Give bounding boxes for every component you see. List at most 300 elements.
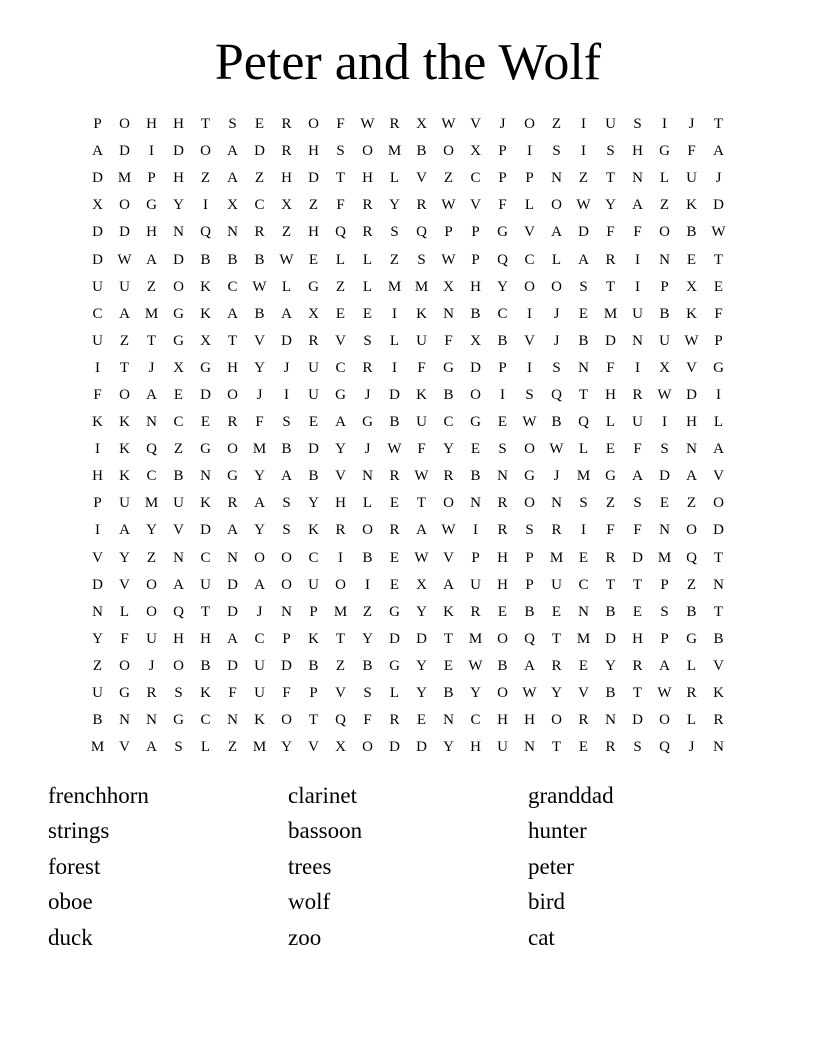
grid-letter: M bbox=[117, 170, 132, 187]
grid-letter: W bbox=[441, 116, 456, 133]
grid-letter: L bbox=[362, 495, 373, 512]
grid-letter: K bbox=[119, 468, 130, 485]
grid-letter: L bbox=[389, 332, 400, 349]
grid-letter: N bbox=[470, 495, 481, 512]
grid-letter: O bbox=[362, 739, 373, 756]
grid-letter: B bbox=[389, 414, 400, 431]
grid-letter: L bbox=[713, 414, 724, 431]
grid-letter: R bbox=[497, 522, 508, 539]
grid-letter: Y bbox=[470, 685, 481, 702]
grid-letter: Q bbox=[578, 414, 589, 431]
grid-letter: V bbox=[470, 116, 481, 133]
grid-letter: H bbox=[146, 224, 157, 241]
grid-letter: K bbox=[308, 630, 319, 647]
grid-letter: W bbox=[414, 549, 429, 566]
grid-letter: A bbox=[92, 143, 103, 160]
grid-letter: A bbox=[227, 170, 238, 187]
grid-letter: V bbox=[335, 685, 346, 702]
grid-letter: Y bbox=[254, 522, 265, 539]
grid-letter: O bbox=[551, 278, 562, 295]
grid-letter: Z bbox=[686, 495, 697, 512]
grid-letter: B bbox=[524, 603, 535, 620]
grid-letter: S bbox=[552, 359, 561, 376]
grid-letter: D bbox=[416, 630, 427, 647]
grid-letter: H bbox=[200, 630, 211, 647]
grid-letter: D bbox=[605, 332, 616, 349]
grid-letter: N bbox=[551, 170, 562, 187]
grid-letter: W bbox=[657, 685, 672, 702]
grid-letter: V bbox=[335, 468, 346, 485]
grid-letter: W bbox=[441, 197, 456, 214]
grid-letter: I bbox=[635, 359, 640, 376]
grid-letter: A bbox=[119, 305, 130, 322]
grid-letter: I bbox=[95, 441, 100, 458]
grid-letter: Y bbox=[551, 685, 562, 702]
grid-letter: C bbox=[443, 414, 454, 431]
grid-letter: M bbox=[576, 468, 591, 485]
grid-letter: Y bbox=[443, 441, 454, 458]
grid-letter: D bbox=[281, 657, 292, 674]
grid-letter: M bbox=[657, 549, 672, 566]
grid-letter: N bbox=[686, 441, 697, 458]
grid-letter: H bbox=[308, 143, 319, 160]
grid-letter: X bbox=[308, 305, 319, 322]
grid-letter: O bbox=[146, 576, 157, 593]
grid-letter: A bbox=[173, 576, 184, 593]
grid-letter: P bbox=[147, 170, 156, 187]
grid-letter: H bbox=[632, 143, 643, 160]
grid-letter: O bbox=[200, 143, 211, 160]
grid-letter: L bbox=[362, 251, 373, 268]
grid-letter: A bbox=[416, 522, 427, 539]
grid-letter: X bbox=[281, 197, 292, 214]
grid-letter: H bbox=[227, 359, 238, 376]
grid-letter: A bbox=[281, 468, 292, 485]
grid-letter: I bbox=[662, 414, 667, 431]
grid-letter: B bbox=[308, 657, 319, 674]
grid-letter: U bbox=[200, 576, 211, 593]
grid-letter: C bbox=[254, 630, 265, 647]
grid-letter: L bbox=[578, 441, 589, 458]
grid-letter: E bbox=[632, 603, 643, 620]
grid-letter: H bbox=[686, 414, 697, 431]
grid-letter: I bbox=[473, 522, 478, 539]
grid-letter: B bbox=[362, 549, 373, 566]
grid-letter: P bbox=[471, 251, 480, 268]
grid-letter: D bbox=[605, 630, 616, 647]
grid-letter: V bbox=[524, 332, 535, 349]
grid-letter: J bbox=[553, 305, 560, 322]
grid-letter: S bbox=[633, 495, 642, 512]
grid-letter: S bbox=[660, 441, 669, 458]
grid-letter: C bbox=[173, 414, 184, 431]
grid-letter: O bbox=[119, 657, 130, 674]
grid-letter: U bbox=[416, 332, 427, 349]
grid-letter: N bbox=[146, 414, 157, 431]
grid-letter: O bbox=[443, 143, 454, 160]
grid-letter: O bbox=[173, 657, 184, 674]
grid-letter: G bbox=[146, 197, 157, 214]
grid-letter: C bbox=[92, 305, 103, 322]
grid-letter: I bbox=[527, 305, 532, 322]
grid-letter: C bbox=[497, 305, 508, 322]
grid-letter: X bbox=[200, 332, 211, 349]
grid-letter: Z bbox=[308, 197, 319, 214]
grid-letter: E bbox=[578, 549, 589, 566]
grid-letter: B bbox=[497, 332, 508, 349]
grid-letter: M bbox=[468, 630, 483, 647]
grid-letter: P bbox=[525, 549, 534, 566]
grid-letter: R bbox=[470, 603, 481, 620]
grid-letter: G bbox=[362, 414, 373, 431]
grid-letter: Z bbox=[659, 197, 670, 214]
grid-letter: R bbox=[362, 359, 373, 376]
grid-letter: A bbox=[146, 739, 157, 756]
grid-letter: D bbox=[200, 522, 211, 539]
grid-letter: B bbox=[200, 657, 211, 674]
grid-letter: D bbox=[173, 251, 184, 268]
grid-letter: O bbox=[335, 576, 346, 593]
grid-letter: N bbox=[227, 224, 238, 241]
grid-letter: I bbox=[338, 549, 343, 566]
grid-letter: W bbox=[387, 441, 402, 458]
grid-letter: B bbox=[254, 305, 265, 322]
grid-letter: P bbox=[93, 116, 102, 133]
grid-letter: O bbox=[227, 386, 238, 403]
grid-letter: I bbox=[527, 143, 532, 160]
grid-letter: Z bbox=[335, 278, 346, 295]
grid-letter: E bbox=[389, 576, 400, 593]
grid-letter: Y bbox=[362, 630, 373, 647]
grid-letter: H bbox=[632, 630, 643, 647]
grid-letter: H bbox=[470, 739, 481, 756]
grid-letter: A bbox=[254, 495, 265, 512]
grid-letter: P bbox=[309, 603, 318, 620]
grid-letter: F bbox=[498, 197, 507, 214]
grid-letter: W bbox=[522, 414, 537, 431]
grid-letter: A bbox=[146, 386, 157, 403]
word-list-item: clarinet bbox=[288, 782, 357, 808]
grid-letter: I bbox=[284, 386, 289, 403]
grid-letter: U bbox=[308, 359, 319, 376]
grid-letter: D bbox=[308, 441, 319, 458]
grid-letter: T bbox=[551, 630, 562, 647]
grid-letter: E bbox=[578, 739, 589, 756]
grid-letter: B bbox=[416, 143, 427, 160]
grid-letter: V bbox=[443, 549, 454, 566]
grid-letter: X bbox=[443, 278, 454, 295]
grid-letter: R bbox=[686, 685, 697, 702]
grid-letter: B bbox=[551, 414, 562, 431]
grid-letter: G bbox=[605, 468, 616, 485]
grid-letter: F bbox=[633, 522, 642, 539]
grid-letter: S bbox=[228, 116, 237, 133]
grid-letter: J bbox=[256, 603, 263, 620]
grid-letter: N bbox=[497, 468, 508, 485]
grid-letter: Y bbox=[119, 549, 130, 566]
grid-letter: U bbox=[119, 278, 130, 295]
grid-letter: T bbox=[578, 386, 589, 403]
grid-letter: A bbox=[443, 576, 454, 593]
grid-letter: A bbox=[146, 251, 157, 268]
grid-letter: H bbox=[173, 116, 184, 133]
grid-letter: Z bbox=[686, 576, 697, 593]
grid-letter: Z bbox=[578, 170, 589, 187]
grid-letter: F bbox=[363, 712, 372, 729]
grid-letter: K bbox=[686, 305, 697, 322]
grid-letter: Z bbox=[389, 251, 400, 268]
grid-letter: B bbox=[308, 468, 319, 485]
grid-letter: I bbox=[581, 143, 586, 160]
grid-letter: I bbox=[500, 386, 505, 403]
grid-letter: F bbox=[93, 386, 102, 403]
grid-letter: B bbox=[497, 657, 508, 674]
grid-letter: R bbox=[713, 712, 724, 729]
grid-letter: O bbox=[713, 495, 724, 512]
grid-letter: Q bbox=[497, 251, 508, 268]
grid-letter: H bbox=[497, 712, 508, 729]
grid-letter: L bbox=[389, 170, 400, 187]
grid-letter: Z bbox=[200, 170, 211, 187]
grid-letter: I bbox=[635, 251, 640, 268]
word-list-item: forest bbox=[48, 853, 101, 879]
grid-letter: H bbox=[497, 576, 508, 593]
grid-letter: G bbox=[497, 224, 508, 241]
grid-letter: I bbox=[365, 576, 370, 593]
grid-letter: R bbox=[632, 657, 643, 674]
grid-letter: R bbox=[551, 657, 562, 674]
grid-letter: E bbox=[659, 495, 670, 512]
grid-letter: N bbox=[173, 549, 184, 566]
grid-letter: W bbox=[684, 332, 699, 349]
grid-letter: Y bbox=[497, 278, 508, 295]
grid-letter: G bbox=[470, 414, 481, 431]
grid-letter: G bbox=[173, 332, 184, 349]
word-list-item: trees bbox=[288, 853, 332, 879]
grid-letter: D bbox=[713, 522, 724, 539]
grid-letter: H bbox=[92, 468, 103, 485]
grid-letter: K bbox=[416, 305, 427, 322]
grid-letter: S bbox=[282, 414, 291, 431]
grid-letter: O bbox=[362, 143, 373, 160]
grid-letter: W bbox=[711, 224, 726, 241]
grid-letter: B bbox=[578, 332, 589, 349]
grid-letter: U bbox=[632, 414, 643, 431]
grid-letter: M bbox=[252, 441, 267, 458]
grid-letter: N bbox=[227, 712, 238, 729]
grid-letter: O bbox=[362, 522, 373, 539]
grid-letter: X bbox=[416, 116, 427, 133]
grid-letter: N bbox=[605, 712, 616, 729]
word-list-item: strings bbox=[48, 818, 110, 844]
grid-letter: S bbox=[552, 143, 561, 160]
grid-letter: A bbox=[632, 197, 643, 214]
grid-letter: T bbox=[335, 170, 346, 187]
grid-letter: P bbox=[309, 685, 318, 702]
grid-letter: A bbox=[335, 414, 346, 431]
grid-letter: N bbox=[173, 224, 184, 241]
grid-letter: M bbox=[387, 278, 402, 295]
grid-letter: S bbox=[363, 332, 372, 349]
grid-letter: T bbox=[443, 630, 454, 647]
grid-letter: U bbox=[119, 495, 130, 512]
grid-letter: E bbox=[578, 657, 589, 674]
grid-letter: G bbox=[200, 359, 211, 376]
grid-letter: S bbox=[363, 685, 372, 702]
grid-letter: J bbox=[688, 116, 695, 133]
grid-letter: I bbox=[581, 116, 586, 133]
grid-letter: A bbox=[686, 468, 697, 485]
grid-letter: A bbox=[524, 657, 535, 674]
grid-letter: I bbox=[716, 386, 721, 403]
grid-letter: F bbox=[336, 116, 345, 133]
grid-letter: H bbox=[470, 278, 481, 295]
grid-letter: U bbox=[173, 495, 184, 512]
grid-letter: S bbox=[498, 441, 507, 458]
grid-letter: Q bbox=[200, 224, 211, 241]
grid-letter: Z bbox=[551, 116, 562, 133]
word-list-item: frenchhorn bbox=[48, 782, 149, 808]
grid-letter: T bbox=[416, 495, 427, 512]
grid-letter: J bbox=[148, 359, 155, 376]
grid-letter: H bbox=[362, 170, 373, 187]
grid-letter: I bbox=[527, 359, 532, 376]
grid-letter: O bbox=[281, 549, 292, 566]
grid-letter: S bbox=[174, 739, 183, 756]
grid-letter: B bbox=[659, 305, 670, 322]
grid-letter: L bbox=[389, 685, 400, 702]
grid-letter: B bbox=[281, 441, 292, 458]
grid-letter: Y bbox=[173, 197, 184, 214]
grid-letter: G bbox=[173, 712, 184, 729]
grid-letter: F bbox=[282, 685, 291, 702]
grid-letter: V bbox=[686, 359, 697, 376]
grid-letter: D bbox=[389, 630, 400, 647]
grid-letter: M bbox=[576, 630, 591, 647]
grid-letter: J bbox=[364, 441, 371, 458]
grid-letter: N bbox=[119, 712, 130, 729]
grid-letter: E bbox=[173, 386, 184, 403]
grid-letter: D bbox=[119, 143, 130, 160]
grid-letter: Q bbox=[524, 630, 535, 647]
grid-letter: A bbox=[659, 657, 670, 674]
grid-letter: S bbox=[336, 143, 345, 160]
grid-letter: P bbox=[471, 224, 480, 241]
grid-letter: V bbox=[713, 657, 724, 674]
grid-letter: U bbox=[416, 414, 427, 431]
grid-letter: I bbox=[392, 305, 397, 322]
grid-letter: X bbox=[470, 143, 481, 160]
grid-letter: B bbox=[686, 603, 697, 620]
grid-letter: X bbox=[173, 359, 184, 376]
word-list-item: hunter bbox=[528, 818, 587, 844]
grid-letter: W bbox=[117, 251, 132, 268]
grid-letter: P bbox=[714, 332, 723, 349]
grid-letter: R bbox=[443, 468, 454, 485]
grid-letter: O bbox=[119, 386, 130, 403]
grid-letter: G bbox=[389, 657, 400, 674]
grid-letter: Z bbox=[173, 441, 184, 458]
grid-letter: K bbox=[443, 603, 454, 620]
grid-letter: Y bbox=[416, 657, 427, 674]
grid-letter: N bbox=[443, 712, 454, 729]
word-list bbox=[48, 778, 768, 956]
grid-letter: Y bbox=[146, 522, 157, 539]
grid-letter: T bbox=[713, 549, 724, 566]
grid-letter: C bbox=[254, 197, 265, 214]
grid-letter: P bbox=[660, 278, 669, 295]
grid-letter: T bbox=[119, 359, 130, 376]
grid-letter: D bbox=[632, 549, 643, 566]
grid-letter: D bbox=[200, 386, 211, 403]
grid-letter: R bbox=[389, 712, 400, 729]
grid-letter: B bbox=[713, 630, 724, 647]
grid-letter: O bbox=[551, 712, 562, 729]
grid-letter: Y bbox=[254, 359, 265, 376]
grid-letter: Z bbox=[92, 657, 103, 674]
grid-letter: Z bbox=[254, 170, 265, 187]
grid-letter: D bbox=[92, 251, 103, 268]
grid-letter: U bbox=[497, 739, 508, 756]
grid-letter: D bbox=[173, 143, 184, 160]
word-list-item: cat bbox=[528, 924, 555, 950]
word-list-item: oboe bbox=[48, 889, 93, 915]
grid-letter: O bbox=[119, 197, 130, 214]
grid-letter: U bbox=[659, 332, 670, 349]
letter-grid bbox=[84, 111, 732, 761]
grid-letter: O bbox=[146, 603, 157, 620]
grid-letter: D bbox=[686, 386, 697, 403]
grid-letter: X bbox=[686, 278, 697, 295]
grid-letter: P bbox=[525, 170, 534, 187]
grid-letter: W bbox=[468, 657, 483, 674]
grid-letter: N bbox=[632, 170, 643, 187]
grid-letter: D bbox=[416, 739, 427, 756]
grid-letter: L bbox=[605, 414, 616, 431]
grid-letter: U bbox=[686, 170, 697, 187]
grid-letter: E bbox=[551, 603, 562, 620]
grid-letter: D bbox=[659, 468, 670, 485]
grid-letter: H bbox=[146, 116, 157, 133]
grid-letter: D bbox=[227, 657, 238, 674]
grid-letter: P bbox=[660, 630, 669, 647]
grid-letter: R bbox=[578, 712, 589, 729]
grid-letter: O bbox=[308, 116, 319, 133]
grid-letter: C bbox=[146, 468, 157, 485]
grid-letter: G bbox=[389, 603, 400, 620]
grid-letter: G bbox=[713, 359, 724, 376]
grid-letter: R bbox=[551, 522, 562, 539]
grid-letter: V bbox=[119, 739, 130, 756]
grid-letter: B bbox=[443, 685, 454, 702]
grid-letter: W bbox=[549, 441, 564, 458]
grid-letter: U bbox=[254, 685, 265, 702]
grid-letter: Y bbox=[416, 685, 427, 702]
grid-letter: C bbox=[227, 278, 238, 295]
grid-letter: G bbox=[308, 278, 319, 295]
grid-letter: T bbox=[200, 603, 211, 620]
grid-letter: M bbox=[144, 495, 159, 512]
grid-letter: E bbox=[713, 278, 724, 295]
grid-letter: M bbox=[603, 305, 618, 322]
grid-letter: N bbox=[551, 495, 562, 512]
grid-letter: R bbox=[227, 414, 238, 431]
grid-letter: O bbox=[524, 278, 535, 295]
grid-letter: T bbox=[551, 739, 562, 756]
grid-letter: I bbox=[581, 522, 586, 539]
word-list-item: duck bbox=[48, 924, 93, 950]
grid-letter: X bbox=[470, 332, 481, 349]
